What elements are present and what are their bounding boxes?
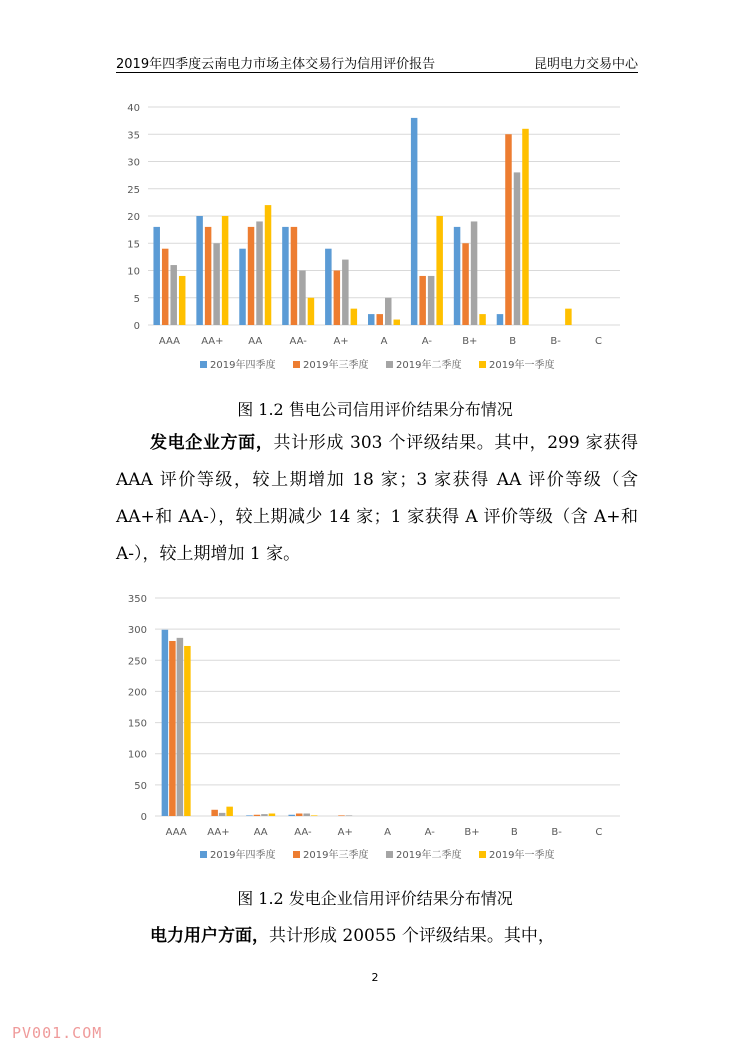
paragraph-generators: [116, 425, 638, 573]
x-tick-label: A-: [424, 827, 435, 838]
bar: [296, 814, 303, 816]
y-tick-label: 20: [127, 212, 140, 223]
page-number: 2: [371, 971, 379, 984]
retail-company-rating-chart: [0, 92, 750, 382]
bar: [346, 815, 353, 816]
y-tick-label: 200: [127, 687, 147, 699]
legend-label: 2019年四季度: [210, 850, 276, 861]
paragraph-body: 共计形成 20055 个评级结果。其中，: [269, 926, 555, 946]
bar: [565, 309, 572, 325]
bar: [222, 216, 229, 325]
y-tick-label: 150: [127, 718, 147, 730]
bar: [213, 243, 220, 325]
bar: [169, 641, 176, 816]
y-tick-label: 15: [127, 239, 140, 251]
bar: [291, 227, 298, 325]
figure-caption-1: 图 1.2 售电公司信用评价结果分布情况: [237, 400, 513, 419]
bar: [184, 646, 191, 816]
legend-label: 2019年二季度: [396, 850, 462, 861]
legend-label: 2019年一季度: [489, 360, 555, 371]
bar: [338, 815, 345, 816]
y-tick-label: 30: [127, 157, 140, 169]
x-tick-label: B-: [551, 827, 562, 838]
x-tick-label: C: [595, 336, 603, 347]
bar: [522, 129, 529, 325]
y-tick-label: 35: [127, 130, 140, 142]
bar: [325, 249, 332, 325]
x-tick-label: B-: [550, 336, 561, 347]
bar: [239, 249, 246, 325]
legend-swatch: [293, 851, 300, 858]
x-tick-label: AA-: [294, 827, 312, 838]
y-tick-label: 350: [127, 594, 147, 605]
paragraph-consumers: [116, 918, 638, 955]
bar: [505, 134, 512, 325]
bar: [342, 260, 349, 325]
bar: [419, 276, 426, 325]
y-tick-label: 40: [127, 103, 140, 114]
x-tick-label: B+: [464, 827, 480, 838]
bar: [308, 298, 315, 325]
y-tick-label: 5: [133, 293, 140, 305]
legend-label: 2019年三季度: [303, 850, 369, 861]
y-tick-label: 50: [134, 780, 147, 792]
x-tick-label: AAA: [165, 827, 187, 838]
bar: [411, 118, 418, 325]
bar: [205, 227, 212, 325]
legend-swatch: [479, 361, 486, 368]
x-tick-label: AA: [248, 336, 263, 347]
bar: [269, 814, 276, 816]
bar: [256, 221, 263, 325]
y-tick-label: 100: [127, 749, 147, 761]
bar: [153, 227, 160, 325]
y-tick-label: 25: [127, 184, 140, 196]
x-tick-label: B+: [462, 336, 478, 347]
generator-rating-chart: [0, 586, 750, 876]
bar: [479, 314, 486, 325]
bar: [436, 216, 443, 325]
legend-swatch: [386, 361, 393, 368]
paragraph-heading: 电力用户方面，: [150, 926, 269, 946]
y-tick-label: 250: [127, 656, 147, 668]
bar: [177, 638, 184, 816]
bar: [428, 276, 435, 325]
bar: [377, 314, 384, 325]
x-tick-label: B: [509, 336, 517, 347]
legend-label: 2019年二季度: [396, 360, 462, 371]
legend-swatch: [479, 851, 486, 858]
bar: [211, 810, 218, 816]
bar: [351, 309, 358, 325]
bar: [385, 298, 392, 325]
y-tick-label: 10: [127, 266, 140, 278]
legend-label: 2019年一季度: [489, 850, 555, 861]
bar: [226, 807, 233, 816]
bar: [265, 205, 272, 325]
x-tick-label: A: [380, 336, 388, 347]
bar: [462, 243, 469, 325]
bar: [497, 314, 504, 325]
bar: [261, 814, 268, 816]
x-tick-label: AA+: [201, 336, 224, 347]
legend-swatch: [386, 851, 393, 858]
figure-caption-2: 图 1.2 发电企业信用评价结果分布情况: [237, 889, 513, 908]
bar: [334, 271, 341, 326]
bar: [219, 813, 226, 816]
bar: [311, 815, 318, 816]
x-tick-label: AAA: [158, 336, 181, 347]
x-tick-label: A+: [333, 336, 349, 347]
legend-swatch: [200, 361, 207, 368]
legend-label: 2019年三季度: [303, 360, 369, 371]
x-tick-label: AA-: [289, 336, 307, 347]
bar: [254, 815, 261, 816]
y-tick-label: 0: [140, 812, 147, 823]
organization-name: 昆明电力交易中心: [533, 57, 638, 72]
x-tick-label: C: [595, 827, 603, 838]
bar: [394, 320, 401, 325]
page-header: [116, 50, 638, 73]
bar: [471, 221, 478, 325]
bar: [514, 172, 521, 325]
x-tick-label: A: [384, 827, 391, 838]
x-tick-label: A-: [421, 336, 433, 347]
x-tick-label: A+: [337, 827, 353, 838]
watermark: PV001.COM: [12, 1024, 103, 1042]
x-tick-label: AA+: [207, 827, 230, 838]
bar: [246, 815, 253, 816]
bar: [162, 630, 169, 816]
bar: [248, 227, 255, 325]
bar: [368, 314, 375, 325]
bar: [454, 227, 461, 325]
bar: [303, 814, 310, 816]
x-tick-label: B: [510, 827, 518, 838]
bar: [282, 227, 289, 325]
y-tick-label: 300: [127, 625, 147, 637]
x-tick-label: AA: [253, 827, 268, 838]
bar: [196, 216, 203, 325]
bar: [179, 276, 186, 325]
bar: [299, 271, 306, 326]
legend-label: 2019年四季度: [210, 360, 276, 371]
y-tick-label: 0: [133, 321, 140, 332]
bar: [162, 249, 169, 325]
paragraph-heading: 发电企业方面，: [150, 433, 274, 453]
bar: [288, 815, 295, 816]
legend-swatch: [200, 851, 207, 858]
legend-swatch: [293, 361, 300, 368]
paragraph-body: 共计形成 303 个评级结果。其中，299 家获得 AAA 评价等级，较上期增加 18 家；3 家获得 AA 评价等级（含 AA+和 AA-），较上期减少 14 家；1 家获得 A 评价等级（含 A+和 A-），较上期增加 1 家。: [116, 433, 639, 564]
bar: [170, 265, 177, 325]
report-title: 2019年四季度云南电力市场主体交易行为信用评价报告: [116, 57, 436, 72]
